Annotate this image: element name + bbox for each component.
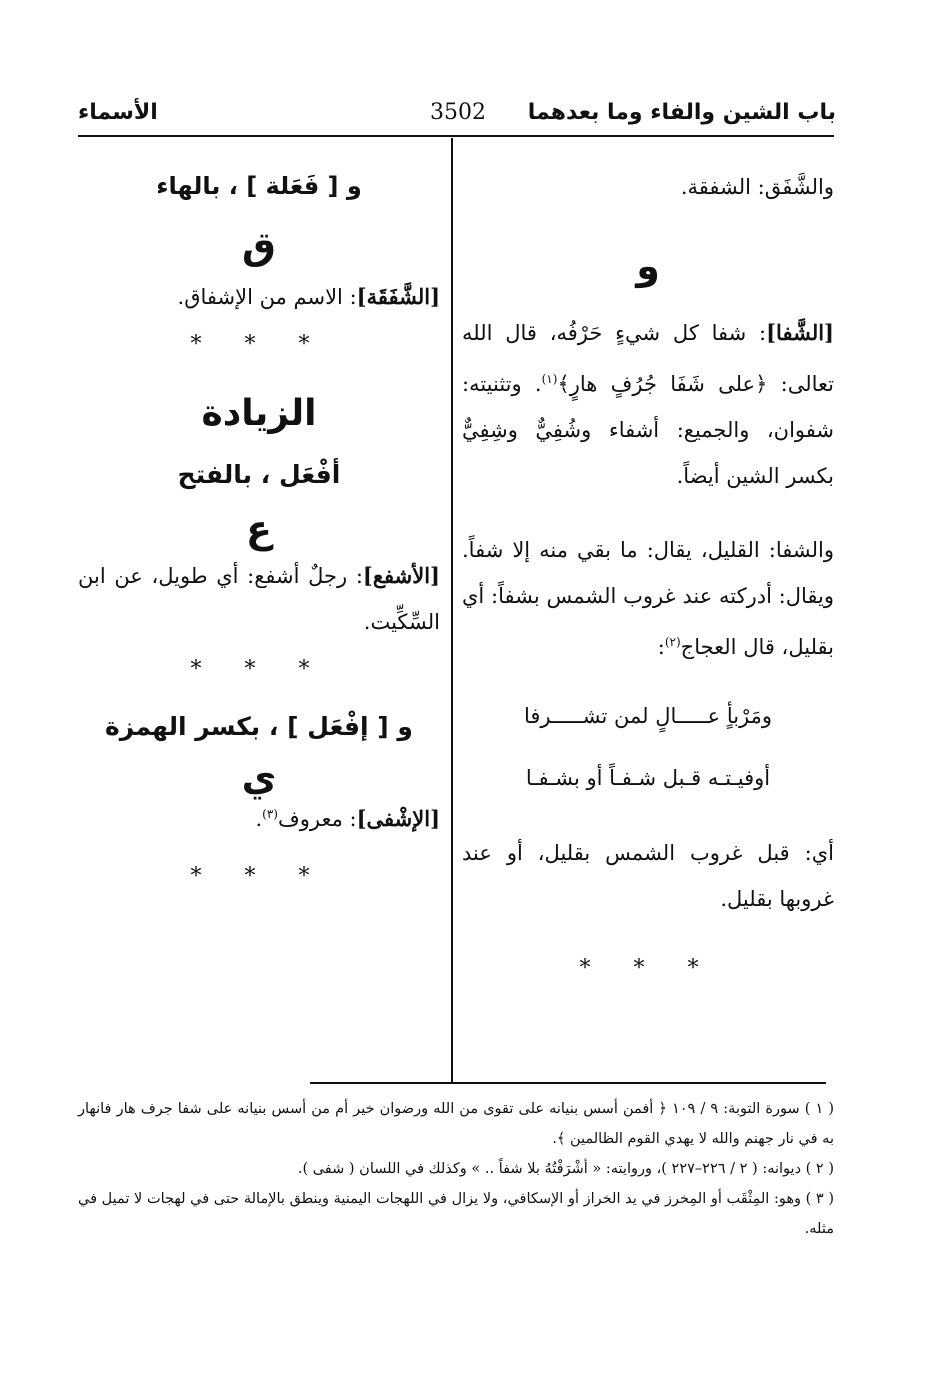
section-name: الأسماء xyxy=(78,100,158,125)
entry-shafa-little-tail: : xyxy=(657,635,665,659)
stars-separator-3: * * * xyxy=(190,864,328,889)
entry-ashfa-text: : رجلٌ أشفع: أي طويل، عن ابن السِّكِّيت. xyxy=(78,564,440,634)
section-title-ziyada: الزيادة xyxy=(201,393,317,434)
entry-shafaqa-text: : الاسم من الإشفاق. xyxy=(177,285,357,309)
letter-ya: ي xyxy=(241,755,277,799)
entry-shafaqa xyxy=(78,274,440,320)
entry-ishfa-text: : معروف xyxy=(277,807,357,831)
entry-shafa xyxy=(462,310,834,499)
entry-shafaq: والشَّفَق: الشفقة. xyxy=(680,175,834,199)
term-shafa: [الشَّفا] xyxy=(766,320,834,345)
verse-line-1: ومَرْبأٍ عـــــالٍ لمن تشـــــرفا xyxy=(523,704,773,728)
footnote-ref-3[interactable]: (٣) xyxy=(262,807,278,821)
footnotes xyxy=(78,1094,834,1244)
letter-waw: و xyxy=(636,244,660,288)
pattern-afal-fath: أفْعَل ، بالفتح xyxy=(177,460,341,489)
entry-shafa-text: : شفا كل شيءٍ حَرْفُه، قال الله تعالى: ﴿على شَفَا جُرُفٍ هارٍ﴾ xyxy=(462,321,834,396)
chapter-title: باب الشين والفاء وما بعدهما xyxy=(527,100,836,125)
footnote-ref-2[interactable]: (٢) xyxy=(664,635,681,649)
right-column xyxy=(462,162,834,981)
page-number: 3502 xyxy=(430,100,486,125)
stars-separator-1: * * * xyxy=(190,332,328,357)
verse-line-2: أوفيـتـه قـبل شـفـاً أو بشـفـا xyxy=(525,766,771,790)
term-ishfa: [الإشْفى] xyxy=(356,806,440,831)
pattern-ifal-kasr: و [ إفْعَل ] ، بكسر الهمزة xyxy=(105,712,413,741)
stars-separator-2: * * * xyxy=(190,657,328,682)
header-rule xyxy=(78,135,834,137)
footnote-2: ( ٢ ) ديوانه: ( ٢ / ٢٢٦–٢٢٧ )، وروايته: « أشْرَفْتُهُ بلا شفاً .. » وكذلك في اللسان ( شفى ). xyxy=(297,1161,834,1177)
entry-shafa-little xyxy=(462,527,834,670)
column-divider xyxy=(451,138,453,1082)
left-column xyxy=(78,172,440,889)
entry-ashfa xyxy=(78,553,440,645)
verse-explanation: أي: قبل غروب الشمس بقليل، أو عند غروبها بقليل. xyxy=(462,841,834,911)
pattern-faala-ha: و [ فَعَلة ] ، بالهاء xyxy=(156,172,362,200)
letter-qaf: ق xyxy=(242,224,276,268)
term-shafaqa: [الشَّفَقَة] xyxy=(356,284,440,309)
entry-shafa-tail: . وتثنيته: شفوان، والجميع: أشفاء وشُفِيٌّ وشِفِيٌّ بكسر الشين أيضاً. xyxy=(462,372,834,488)
footnote-rule xyxy=(310,1082,826,1084)
entry-shafa-little-text: والشفا: القليل، يقال: ما بقي منه إلا شفاً. ويقال: أدركته عند غروب الشمس بشفاً: أي بقليل، قال العجاج xyxy=(462,538,834,659)
entry-ishfa xyxy=(78,791,440,842)
footnote-ref-1[interactable]: (١) xyxy=(541,372,558,386)
letter-ain: ع xyxy=(246,507,272,551)
stars-separator: * * * xyxy=(579,956,717,981)
term-ashfa: [الأشفع] xyxy=(362,563,440,588)
entry-ishfa-tail: . xyxy=(255,807,263,831)
footnote-1: ( ١ ) سورة التوبة: ٩ / ١٠٩ ﴿ أفمن أسس بنيانه على تقوى من الله ورضوان خير أم من أسس بنيانه على شفا جرف هار فانهار به في نار جهنم والله لا يهدي القوم الظالمين ﴾. xyxy=(78,1101,834,1147)
footnote-3: ( ٣ ) وهو: المِثْقَب أو المِخرز في يد الخراز أو الإسكافي، ولا يزال في اللهجات اليمنية وينطق بالإمالة حتى في لهجات لا تميل في مثله. xyxy=(78,1191,834,1237)
